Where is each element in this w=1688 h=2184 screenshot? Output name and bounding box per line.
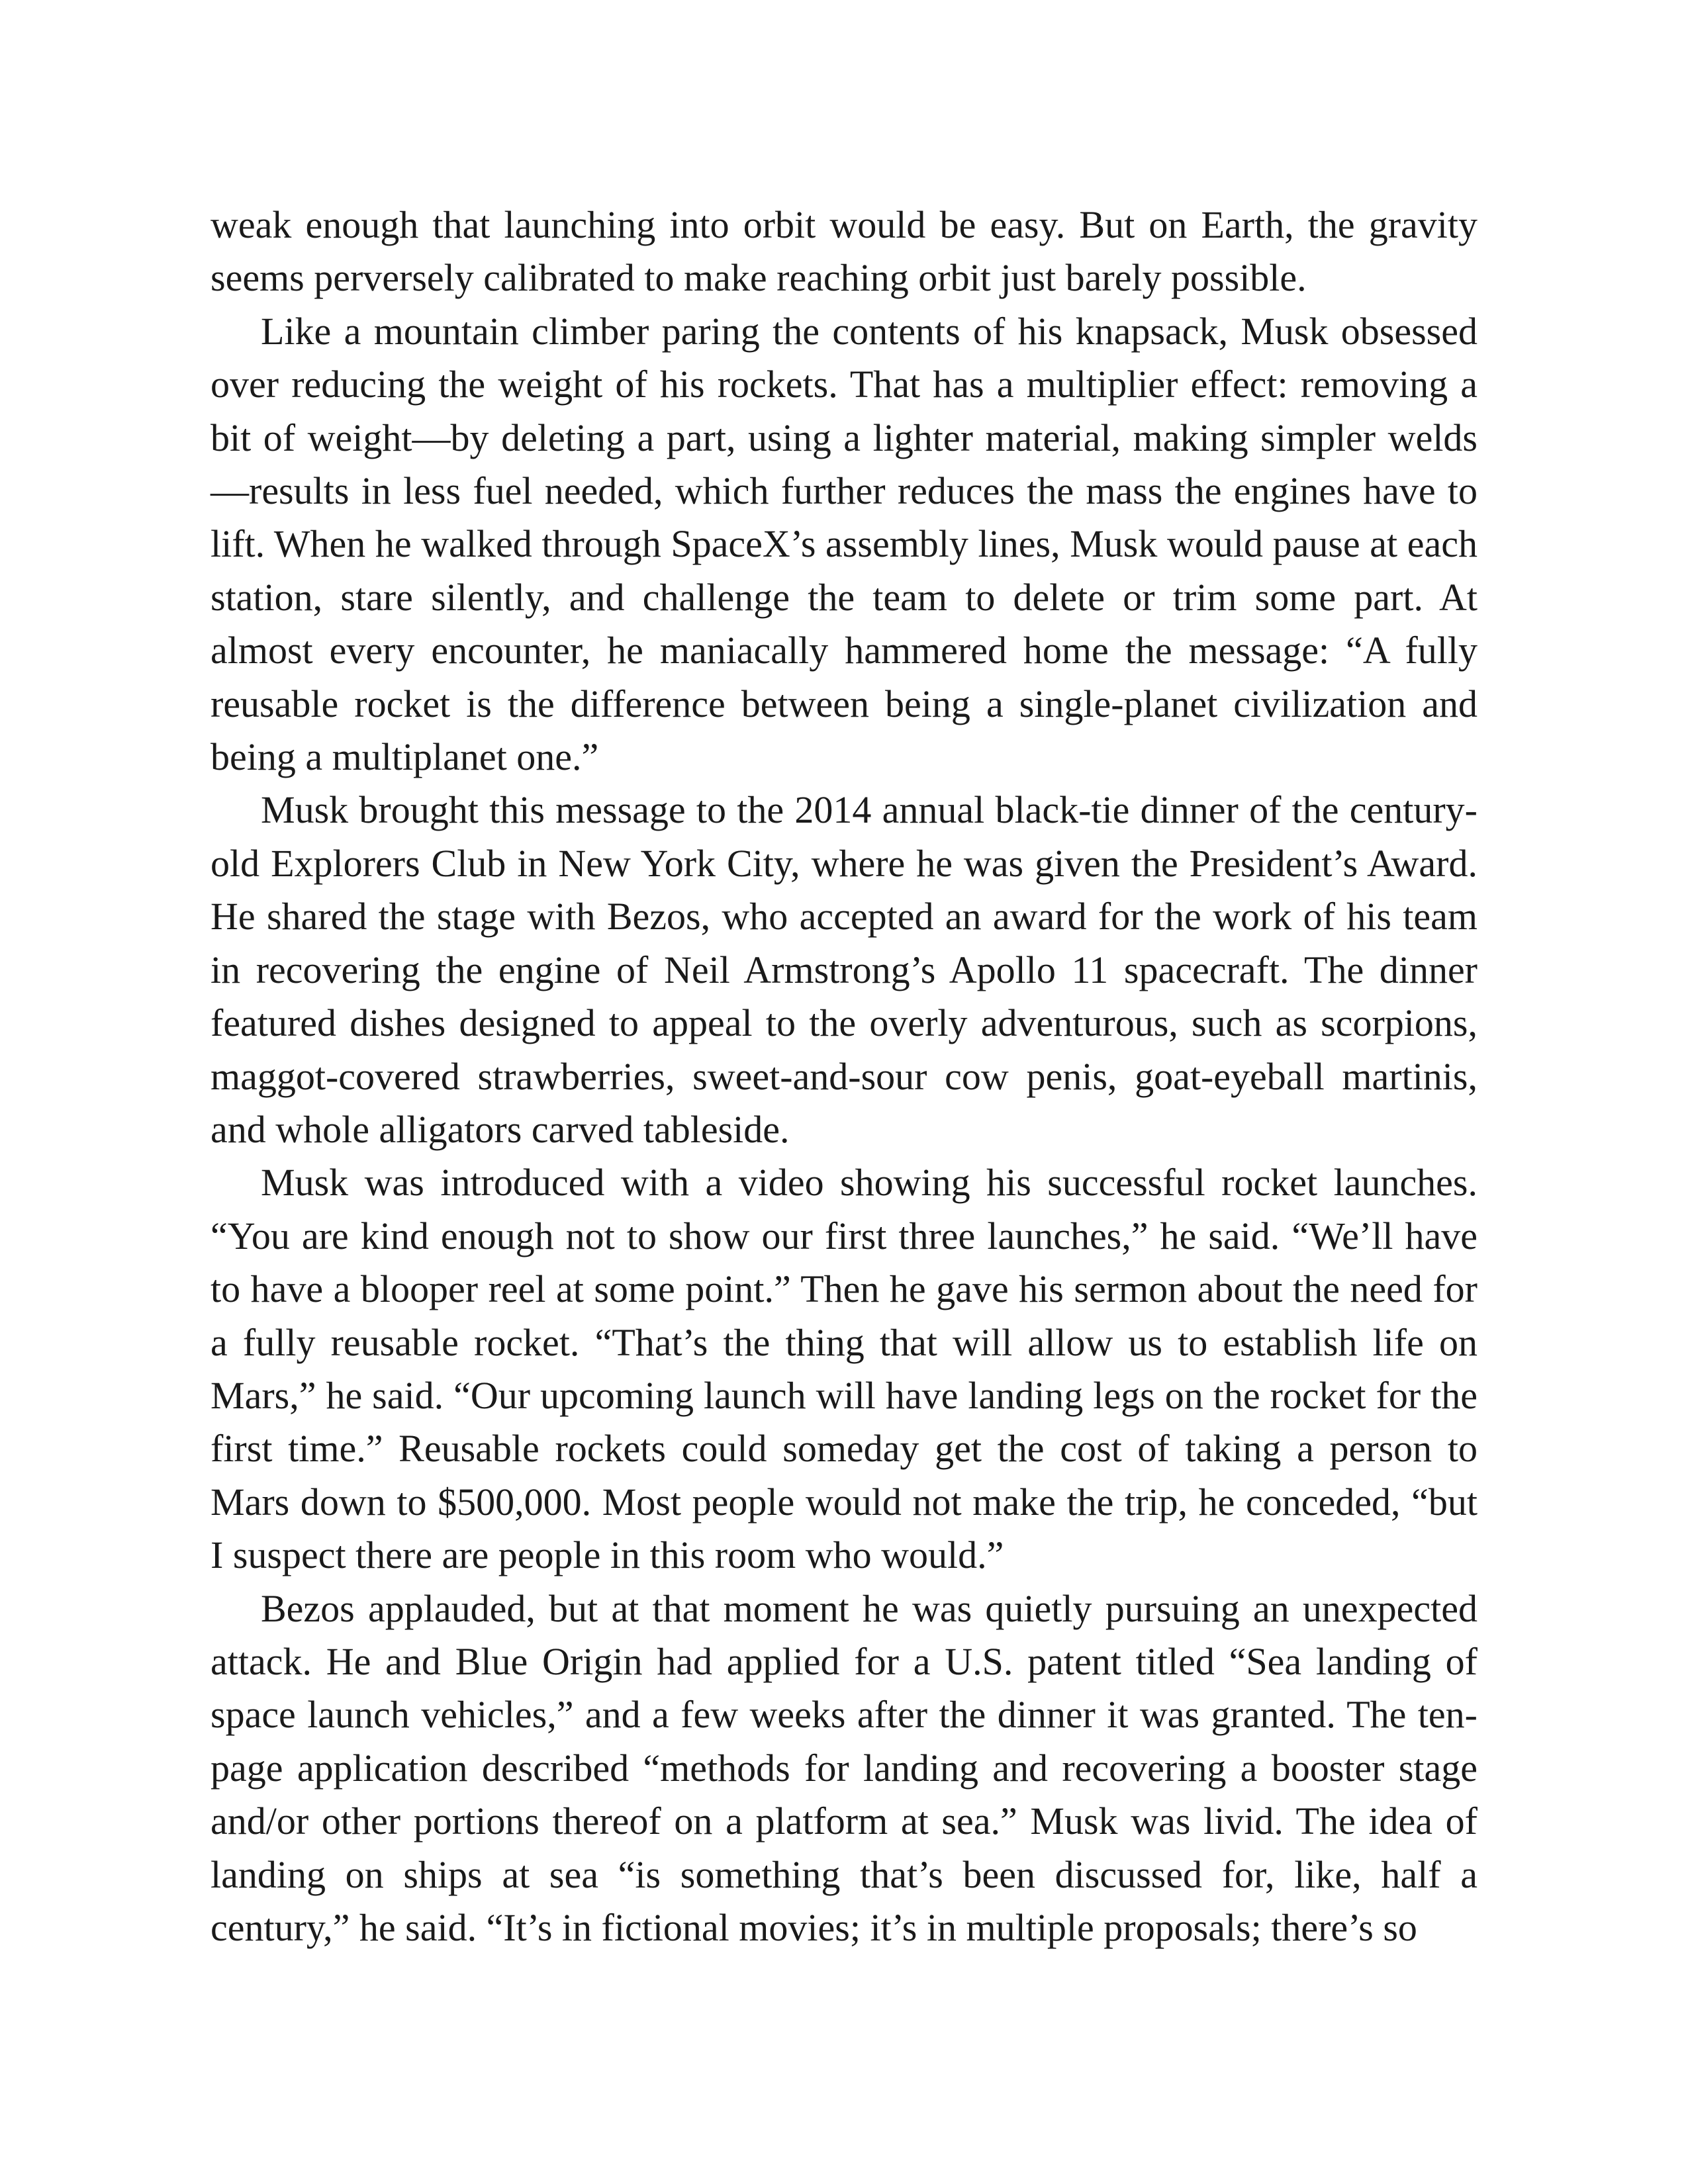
paragraph-weight-reduction: Like a mountain climber paring the contents of his knapsack, Musk obsessed over reducing the weight of his rockets. That has a multiplier effect: removing a bit of weight—by deleting a part, using a lighter material, making simpler welds—results in less fuel needed, which further reduces the mass the engines have to lift. When he walked through SpaceX’s assembly lines, Musk would pause at each station, stare silently, and challenge the team to delete or trim some part. At almost every encounter, he maniacally hammered home the message: “A fully reusable rocket is the difference between being a single-planet civilization and being a multiplanet one.”: [211, 309, 1477, 779]
body-text: [211, 199, 1477, 1954]
paragraph-musk-speech: Musk was introduced with a video showing his successful rocket launches. “You are kind enough not to show our first three launches,” he said. “We’ll have to have a blooper reel at some point.” Then he gave his sermon about the need for a fully reusable rocket. “That’s the thing that will allow us to establish life on Mars,” he said. “Our upcoming launch will have landing legs on the rocket for the first time.” Reusable rockets could someday get the cost of taking a person to Mars down to $500,000. Most people would not make the trip, he conceded, “but I suspect there are people in this room who would.”: [211, 1161, 1477, 1577]
paragraph-continued: weak enough that launching into orbit would be easy. But on Earth, the gravity seems perversely calibrated to make reaching orbit just barely possible.: [211, 203, 1477, 300]
paragraph-bezos-patent: Bezos applauded, but at that moment he was quietly pursuing an unexpected attack. He and Blue Origin had applied for a U.S. patent titled “Sea landing of space launch vehicles,” and a few weeks after the dinner it was granted. The ten-page application described “methods for landing and recovering a booster stage and/or other portions thereof on a platform at sea.” Musk was livid. The idea of landing on ships at sea “is something that’s been discussed for, like, half a century,” he said. “It’s in fictional movies; it’s in multiple proposals; there’s so: [211, 1586, 1477, 1949]
paragraph-explorers-club: Musk brought this message to the 2014 annual black-tie dinner of the century-old Explorers Club in New York City, where he was given the President’s Award. He shared the stage with Bezos, who accepted an award for the work of his team in recovering the engine of Neil Armstrong’s Apollo 11 spacecraft. The dinner featured dishes designed to appeal to the overly adventurous, such as scorpions, maggot-covered strawberries, sweet-and-sour cow penis, goat-eyeball martinis, and whole alligators carved tableside.: [211, 788, 1477, 1151]
